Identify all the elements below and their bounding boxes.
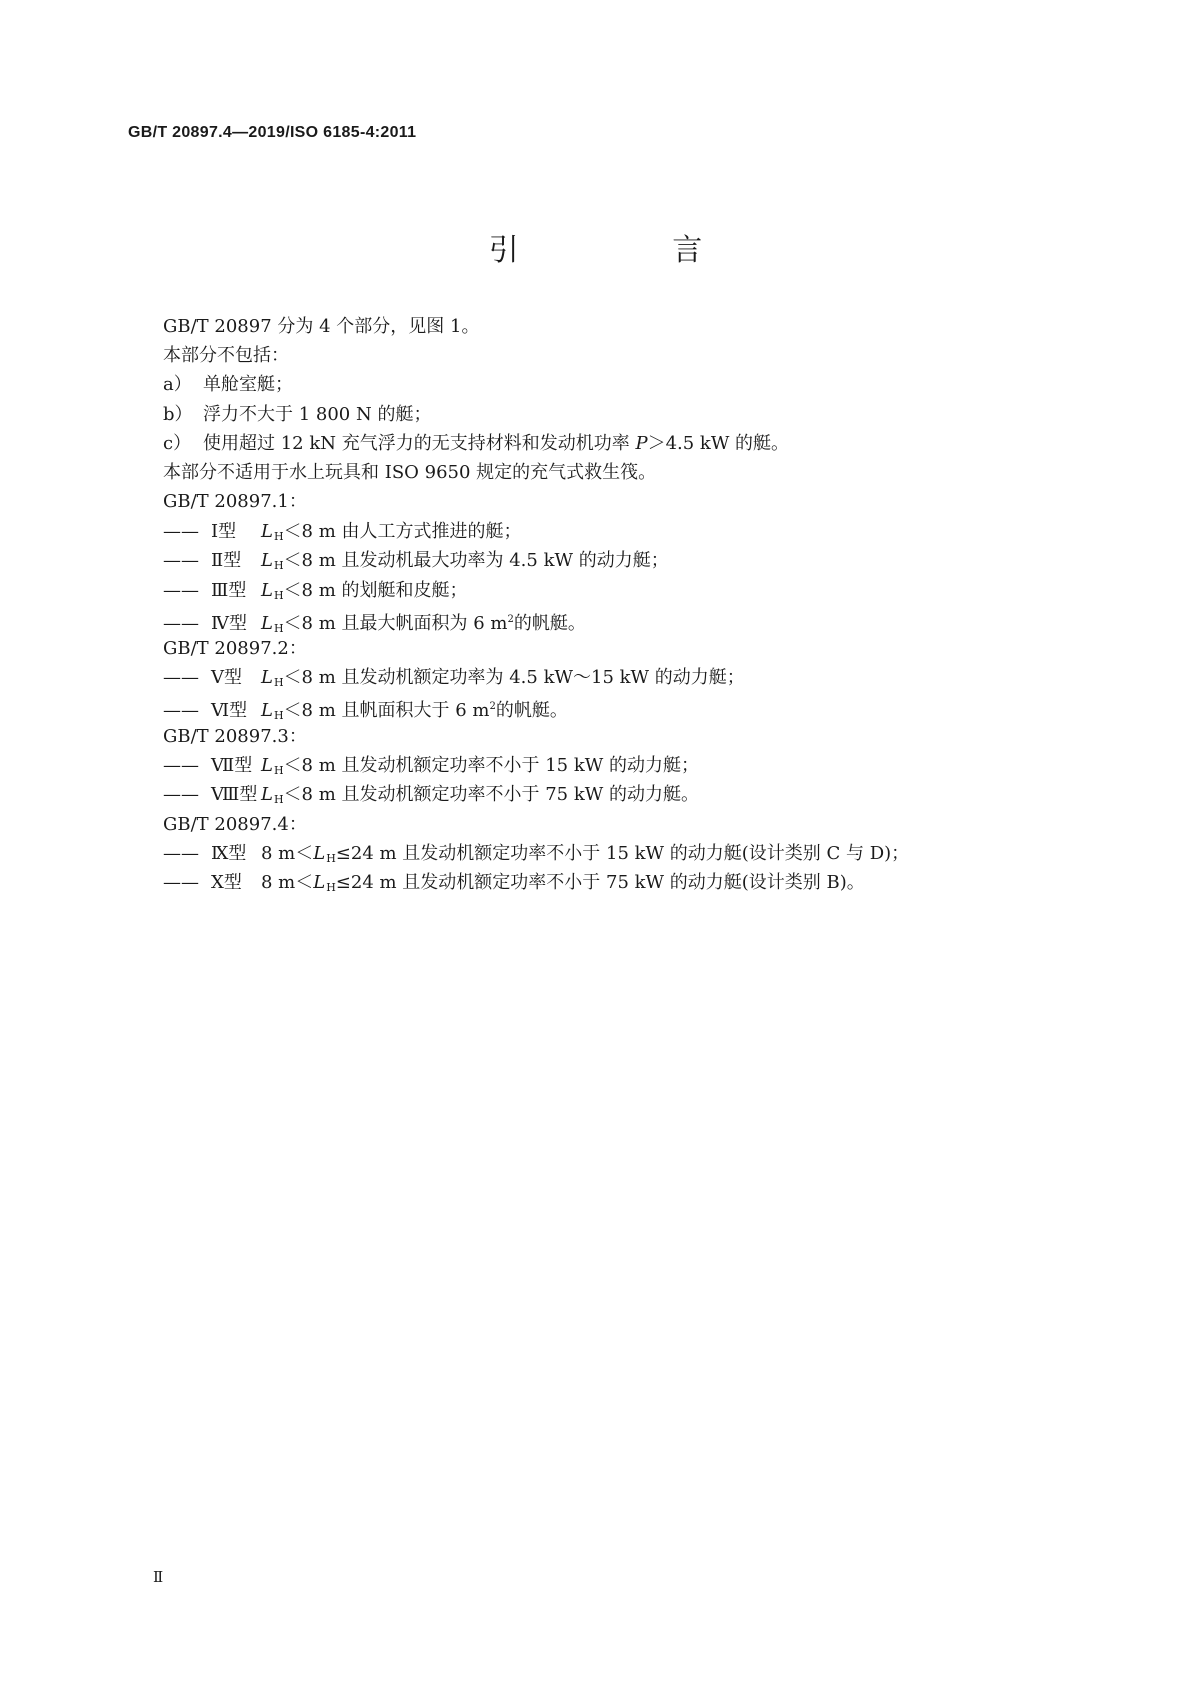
intro-line: GB/T 20897 分为 4 个部分，见图 1。 [163,316,480,337]
type-description: ＜8 m 且发动机额定功率不小于 75 kW 的动力艇。 [283,784,699,806]
em-dash: —— [163,612,199,634]
length-symbol: L [313,872,326,894]
length-subscript: H [326,852,336,865]
boat-type: Ⅱ型 [211,550,242,572]
em-dash: —— [163,700,199,722]
list-item [163,695,568,728]
list-text: 单舱室艇； [203,374,293,395]
length-symbol: L [261,550,273,572]
list-label: b） [163,404,193,425]
length-subscript: H [273,709,284,723]
page-number: Ⅱ [153,1568,164,1586]
type-description: ＜8 m 且发动机额定功率为 4.5 kW～15 kW 的动力艇； [283,667,745,688]
em-dash: —— [163,872,199,894]
length-subscript: H [273,559,284,573]
list-item [163,754,699,783]
list-label: a） [163,374,192,395]
length-subscript: H [273,530,284,543]
type-description: ＜8 m 且发动机额定功率不小于 15 kW 的动力艇； [283,755,699,776]
list-text: 使用超过 12 kN 充气浮力的无支持材料和发动机功率 [203,433,636,454]
type-description: ＜8 m 且发动机最大功率为 4.5 kW 的动力艇； [283,550,669,572]
length-subscript: H [273,676,284,689]
length-symbol: L [261,667,273,688]
length-symbol: L [261,521,273,542]
type-description-tail: 的帆艇。 [495,700,568,722]
boat-type: Ⅵ型 [211,700,248,722]
page-title: 引 言 [488,233,775,268]
exclusion-heading: 本部分不包括： [163,345,289,366]
list-item [163,871,865,900]
list-item [163,549,669,578]
em-dash: —— [163,784,199,806]
list-item [163,666,745,695]
length-subscript: H [273,764,284,777]
scope-exclusion: 本部分不适用于水上玩具和 ISO 9650 规定的充气式救生筏。 [163,462,657,483]
length-symbol: L [261,612,273,634]
length-lower-bound: 8 m＜ [261,843,314,864]
type-description: ＜8 m 的划艇和皮艇； [283,579,468,601]
type-description: ＜8 m 且最大帆面积为 6 m [283,612,508,634]
type-description: ≤24 m 且发动机额定功率不小于 75 kW 的动力艇(设计类别 B)。 [335,872,865,894]
length-symbol: L [261,579,273,601]
document-header: GB/T 20897.4—2019/ISO 6185-4:2011 [128,124,417,141]
em-dash: —— [163,550,199,572]
em-dash: —— [163,579,199,601]
type-description: ≤24 m 且发动机额定功率不小于 15 kW 的动力艇(设计类别 C 与 D)； [335,843,910,864]
boat-type: Ⅹ型 [211,872,242,894]
list-text: ＞4.5 kW 的艇。 [647,433,790,454]
list-item-c [163,432,789,456]
list-item [163,520,522,549]
length-subscript: H [273,621,284,635]
boat-type: Ⅳ型 [211,612,247,634]
boat-type: Ⅶ型 [211,755,253,776]
length-symbol: L [261,784,273,806]
type-description: ＜8 m 由人工方式推进的艇； [283,521,522,542]
em-dash: —— [163,667,199,688]
type-description-tail: 的帆艇。 [513,612,586,634]
list-item-b [163,403,431,427]
length-symbol: L [313,843,326,864]
power-variable: P [635,433,648,454]
list-text: 浮力不大于 1 800 N 的艇； [203,404,432,425]
part-4-heading: GB/T 20897.4： [163,814,307,835]
part-2-heading: GB/T 20897.2： [163,638,307,659]
part-1-heading: GB/T 20897.1： [163,491,307,512]
length-symbol: L [261,700,273,722]
boat-type: Ⅴ型 [211,667,242,688]
list-item [163,842,909,871]
em-dash: —— [163,755,199,776]
em-dash: —— [163,843,199,864]
em-dash: —— [163,521,199,542]
boat-type: Ⅷ型 [211,784,258,806]
list-item [163,579,468,608]
type-description: ＜8 m 且帆面积大于 6 m [283,700,490,722]
boat-type: Ⅸ型 [211,843,247,864]
length-subscript: H [273,793,284,807]
list-item [163,783,699,812]
length-lower-bound: 8 m＜ [261,872,314,894]
boat-type: Ⅲ型 [211,579,247,601]
length-symbol: L [261,755,273,776]
length-subscript: H [326,881,336,895]
unit-exponent: 2 [489,701,496,713]
list-item [163,608,586,641]
part-3-heading: GB/T 20897.3： [163,726,307,747]
boat-type: Ⅰ型 [211,521,237,542]
length-subscript: H [273,588,284,602]
list-label: c） [163,433,192,454]
unit-exponent: 2 [507,613,514,625]
list-item-a [163,373,293,397]
